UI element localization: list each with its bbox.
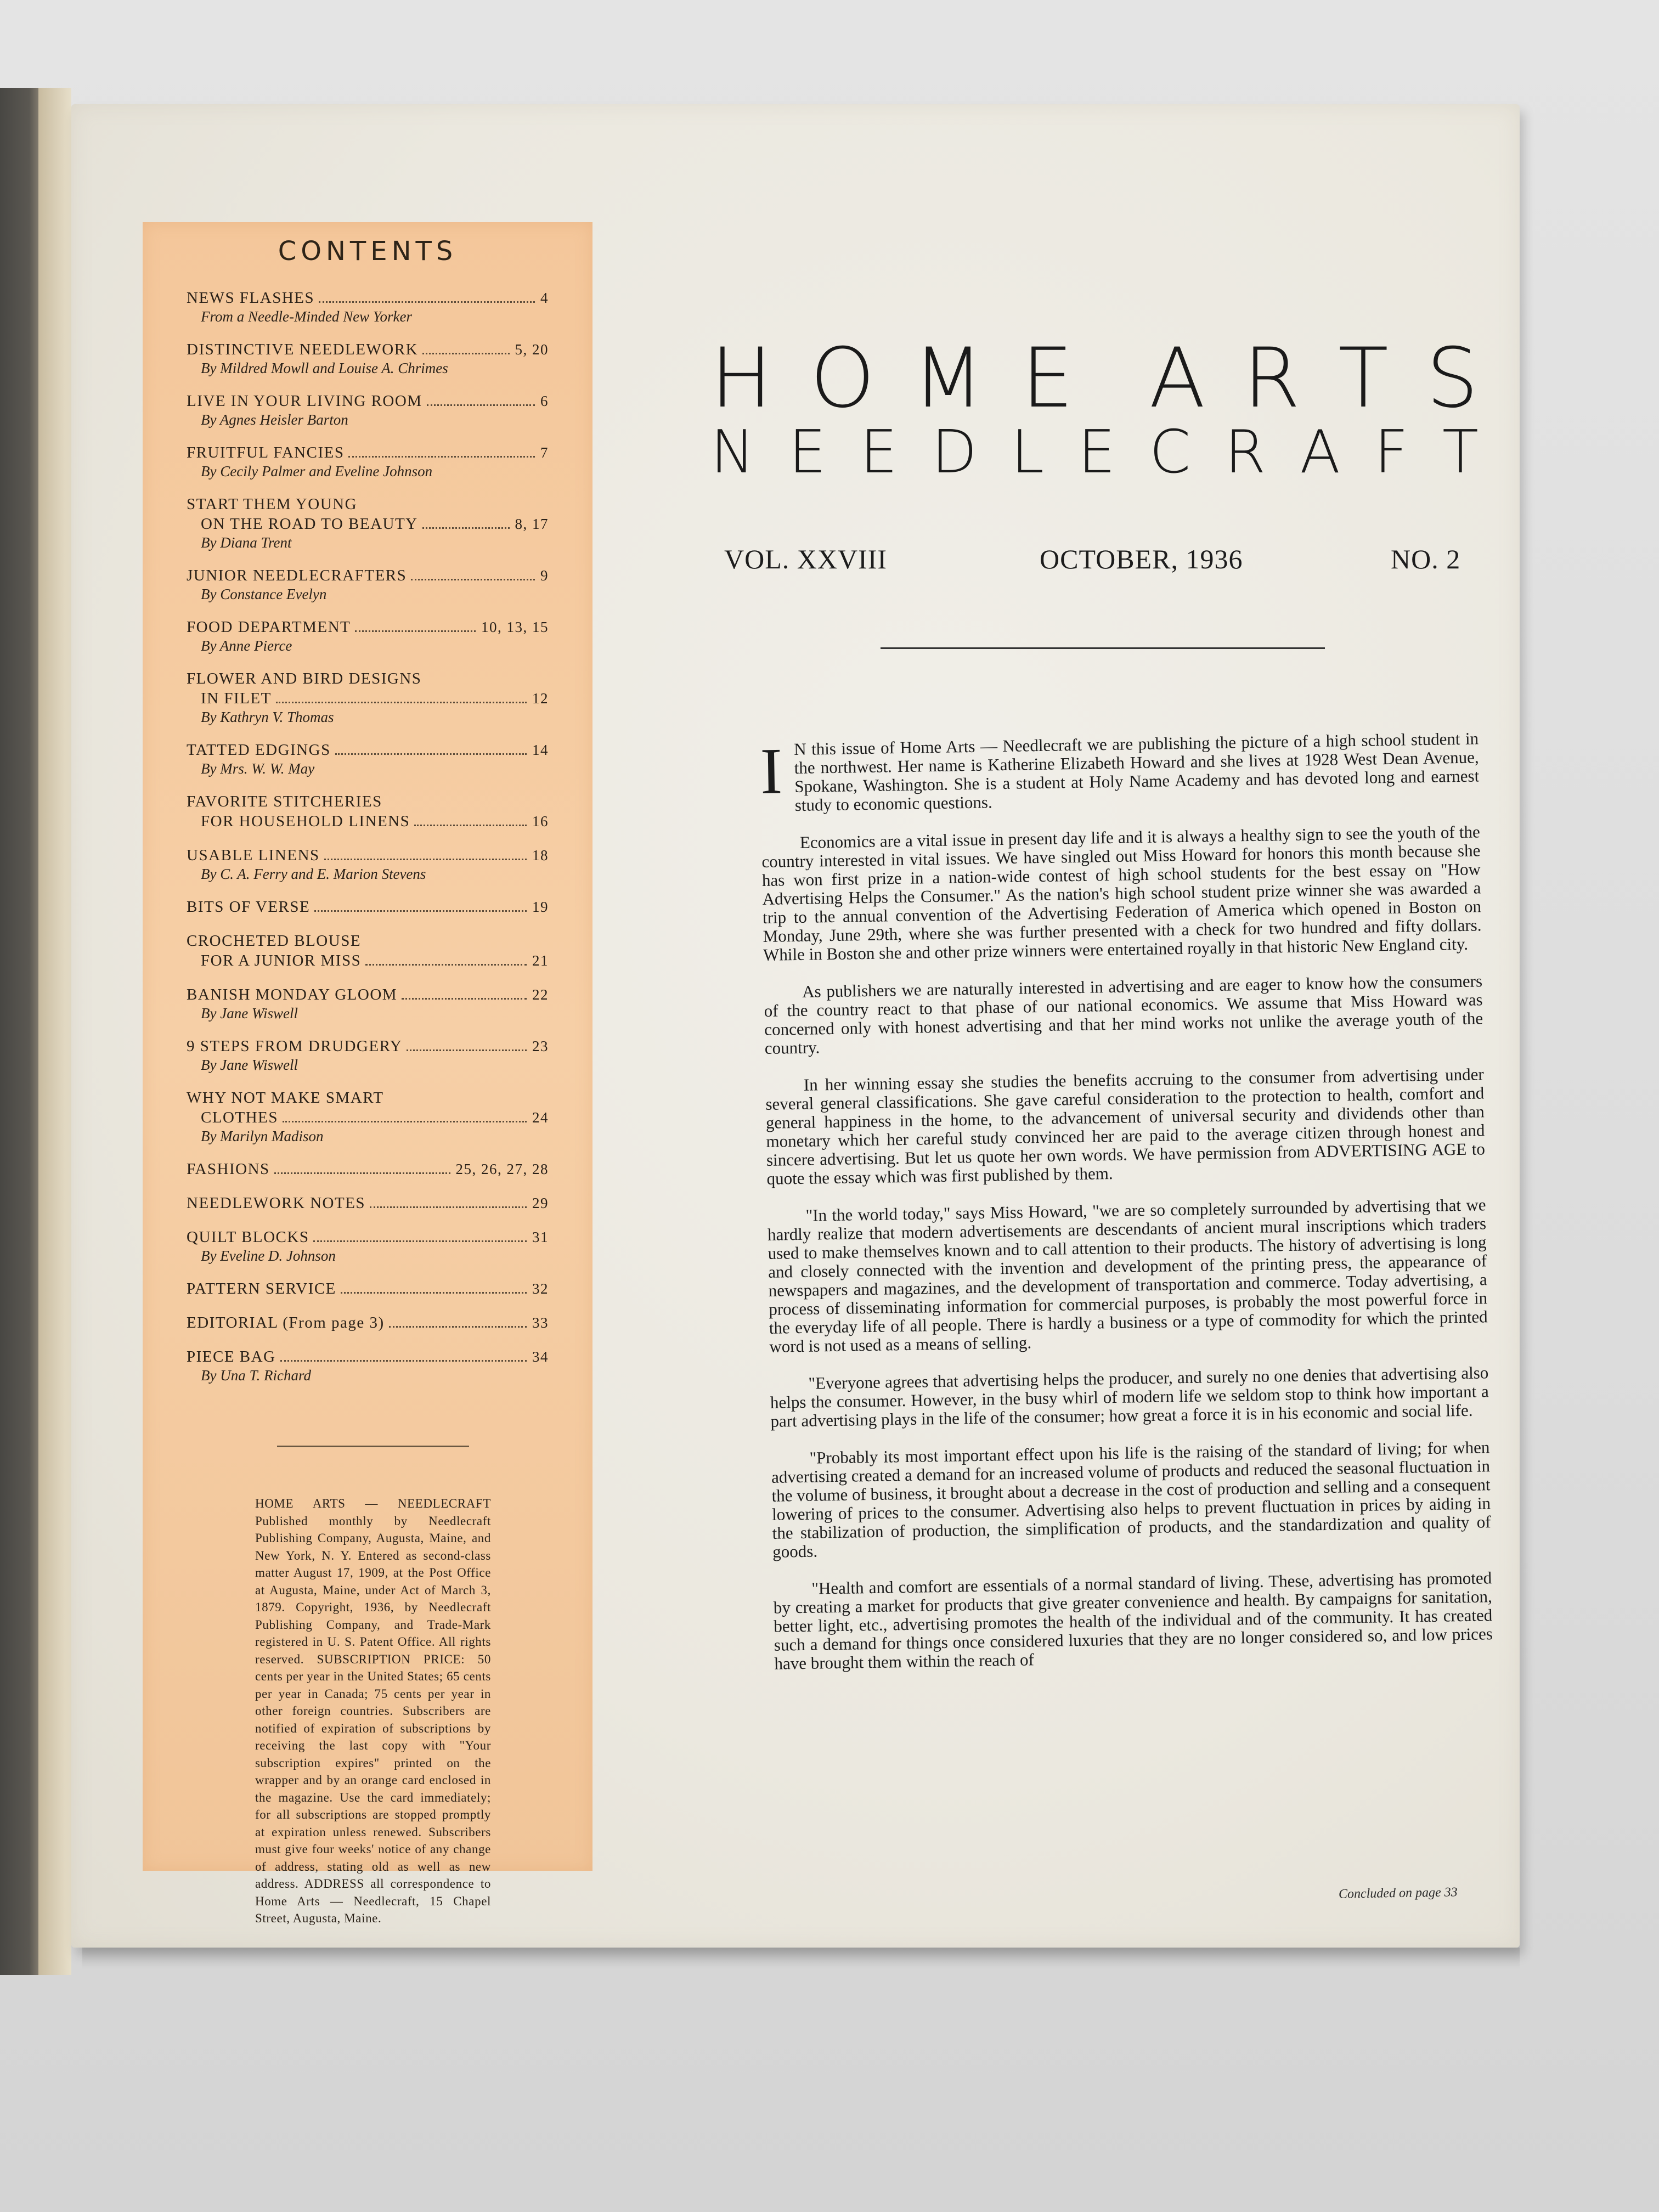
article-paragraph: "Probably its most important effect upon his life is the raising of the standard of living; for when advertising created a demand for an increased volume of products and reduced the seasonal fluctuation in the volume of business, it brought about a decrease in the cost of production and selling and a consequent lowering of prices to the consumer. Advertising also helps to prevent fluctuation in prices by aiding in the stabilization of production, the simplification of products, and the standardization and quality of goods. (771, 1437, 1491, 1561)
toc-title-line (187, 811, 549, 831)
toc-leader-dots (427, 404, 535, 406)
toc-page-number: 6 (540, 393, 549, 409)
toc-title: TATTED EDGINGS (187, 741, 331, 759)
toc-page-number: 18 (532, 847, 549, 864)
contents-divider (277, 1446, 469, 1447)
toc-entry (187, 1347, 549, 1384)
toc-author: By Anne Pierce (201, 637, 292, 654)
toc-leader-dots (422, 353, 509, 354)
toc-entry (187, 985, 549, 1022)
toc-entry (187, 1036, 549, 1074)
masthead-letter: T (1338, 331, 1389, 426)
toc-title-line (187, 443, 549, 462)
toc-leader-dots (370, 1206, 527, 1208)
toc-author: By Agnes Heisler Barton (201, 411, 348, 428)
toc-entry (187, 617, 549, 654)
toc-title-line (187, 1193, 549, 1213)
toc-author: By Jane Wiswell (201, 1005, 298, 1022)
publication-imprint: HOME ARTS — NEEDLECRAFT Published monthly by Needlecraft Publishing Company, Augusta, Maine, and New York, N. Y. Entered as second-class matter August 17, 1909, at the Post Office at Augusta, Maine, under Act of March 3, 1879. Copyright, 1936, by Needlecraft Publishing Company, and Trade-Mark registered in U. S. Patent Office. All rights reserved. SUBSCRIPTION PRICE: 50 cents per year in the United States; 65 cents per year in Canada; 75 cents per year in other foreign countries. Subscribers are notified of expiration of subscriptions by receiving the last copy with "Your subscription expires" printed on the wrapper and by an orange card enclosed in the magazine. Use the card immediately; for all subscriptions are stopped promptly at expiration unless renewed. Subscribers must give four weeks' notice of any change of address, stating old as well as new address. ADDRESS all correspondence to Home Arts — Needlecraft, 15 Chapel Street, Augusta, Maine. (255, 1497, 491, 1925)
toc-leader-dots (407, 1049, 527, 1051)
toc-title-line (187, 617, 549, 637)
toc-author: By Marilyn Madison (201, 1128, 324, 1144)
toc-title-line (187, 1347, 549, 1367)
toc-entry (187, 740, 549, 777)
toc-page-number: 33 (532, 1314, 549, 1331)
toc-leader-dots (283, 1121, 527, 1122)
toc-title-line (187, 985, 549, 1005)
masthead-letter: E (1077, 418, 1116, 487)
masthead-letter: A (1300, 418, 1341, 487)
toc-title-line (187, 1108, 549, 1127)
toc-leader-dots (274, 1172, 450, 1174)
toc-page-number: 32 (532, 1280, 549, 1297)
toc-title: CROCHETED BLOUSE (187, 932, 362, 950)
toc-title-line (187, 1279, 549, 1299)
masthead-letter: N (710, 418, 755, 487)
toc-title: START THEM YOUNG (187, 495, 358, 513)
toc-entry (187, 931, 549, 970)
article-paragraph-text: N this issue of Home Arts — Needlecraft we are publishing the picture of a high school student in the northwest. Her name is Katherine Elizabeth Howard and she lives at 1928 West Dean Avenue, Spokane, Washington. She is a student at Holy Name Academy and has devoted long and earnest study to economic questions. (793, 729, 1480, 815)
masthead-letter: F (1374, 418, 1409, 487)
toc-title-line (187, 1036, 549, 1056)
masthead-letter: E (1021, 331, 1074, 426)
toc-page-number: 21 (532, 952, 549, 969)
toc-title-line (187, 845, 549, 865)
masthead-letter: L (1011, 418, 1045, 487)
toc-title-line (187, 391, 549, 411)
toc-title: BANISH MONDAY GLOOM (187, 986, 398, 1003)
masthead-letter: M (912, 331, 984, 426)
toc-entry (187, 1279, 549, 1299)
toc-page-number: 16 (532, 813, 549, 830)
article-paragraph: "In the world today," says Miss Howard, "we are so completely surrounded by advertising that we hardly realize that modern advertisements are descendants of ancient mural inscriptions which traders used to make themselves known and to call attention to their products. The history of advertising is long and closely connected with the invention and development of the printing press, the appearance of newspapers and magazines, and the development of transportation and commerce. Today advertising, a process of disseminating information for commercial purposes, is probably the most powerful force in the everyday life of all people. There is hardly a business or a type of commodity for which the printed word is not used as a means of selling. (767, 1195, 1488, 1356)
toc-leader-dots (335, 753, 527, 755)
toc-leader-dots (389, 1326, 527, 1328)
toc-title-line (187, 1088, 549, 1108)
toc-leader-dots (341, 1292, 527, 1294)
table-of-contents (187, 288, 549, 1398)
toc-leader-dots (324, 859, 527, 860)
volume-label: VOL. XXVIII (724, 544, 888, 574)
toc-title: FASHIONS (187, 1160, 270, 1178)
toc-page-number: 29 (532, 1195, 549, 1211)
toc-entry (187, 288, 549, 325)
article-paragraph (760, 729, 1480, 815)
magazine-page (71, 104, 1520, 1948)
toc-title: ON THE ROAD TO BEAUTY (201, 515, 418, 533)
toc-leader-dots (402, 998, 527, 1000)
contents-title: CONTENTS (278, 236, 458, 267)
toc-leader-dots (365, 964, 527, 966)
toc-title: WHY NOT MAKE SMART (187, 1089, 384, 1107)
toc-leader-dots (355, 630, 476, 632)
toc-title: IN FILET (201, 690, 272, 707)
toc-entry (187, 1159, 549, 1179)
toc-page-number: 22 (532, 986, 549, 1003)
masthead-letter: T (1442, 418, 1479, 487)
toc-title-line (187, 1227, 549, 1247)
contents-sidebar (143, 222, 592, 1925)
masthead-letter: C (1149, 418, 1191, 487)
toc-author: By Mrs. W. W. May (201, 760, 315, 777)
toc-title: DISTINCTIVE NEEDLEWORK (187, 341, 419, 358)
drop-cap: I (759, 734, 783, 808)
toc-entry (187, 340, 549, 377)
toc-title: 9 STEPS FROM DRUDGERY (187, 1037, 403, 1055)
toc-author: By Una T. Richard (201, 1367, 311, 1384)
toc-entry (187, 566, 549, 603)
toc-leader-dots (313, 1240, 527, 1242)
article-paragraph: "Everyone agrees that advertising helps the producer, and surely no one denies that advertising also helps the consumer. However, in the busy whirl of modern life we seldom stop to think how important a part advertising plays in the life of the consumer; how great a force it is in his economic and social life. (770, 1363, 1489, 1431)
masthead-letter: D (931, 418, 978, 487)
toc-title: PATTERN SERVICE (187, 1280, 336, 1297)
toc-page-number: 7 (540, 444, 549, 461)
masthead-letter: R (1224, 418, 1266, 487)
toc-author: By Cecily Palmer and Eveline Johnson (201, 463, 433, 479)
toc-title-line (187, 669, 549, 689)
toc-leader-dots (414, 825, 527, 826)
toc-title-line (187, 288, 549, 308)
article-paragraph: In her winning essay she studies the benefits accruing to the consumer from advertising under several general classifications. She gave careful consideration to the protection to health, comfort and general happiness in the home, to the advancement of universal security and dividends other than monetary which her careful study convinced her are paid to the average citizen through honest and sincere advertising. But let us quote her own words. We have permission from ADVERTISING AGE to quote the essay which was first published by them. (765, 1064, 1486, 1188)
page-shadow (82, 1948, 1520, 1970)
toc-title: PIECE BAG (187, 1348, 276, 1365)
toc-title: JUNIOR NEEDLECRAFTERS (187, 567, 407, 584)
toc-title-line (187, 689, 549, 708)
toc-title: FLOWER AND BIRD DESIGNS (187, 670, 422, 687)
toc-leader-dots (422, 527, 510, 529)
toc-title: USABLE LINENS (187, 847, 320, 864)
masthead-letter: E (788, 418, 826, 487)
editorial-article (760, 729, 1493, 1691)
toc-entry (187, 792, 549, 831)
toc-author: By Constance Evelyn (201, 586, 327, 602)
toc-title: FOR A JUNIOR MISS (201, 952, 362, 969)
toc-title: NEWS FLASHES (187, 289, 315, 307)
article-paragraph: Economics are a vital issue in present day life and it is always a healthy sign to see the youth of the country interested in vital issues. We have singled out Miss Howard for honors this month because she has won first prize in a nation-wide contest of high school students for the best essay on "How Advertising Helps the Consumer." As the nation's high school student prize winner she was awarded a trip to the annual convention of the Advertising Federation of America which opened in Boston on Monday, June 29th, where she was further presented with a check for two hundred and fifty dollars. While in Boston she and other prize winners were entertained royally in that historic New England city. (761, 822, 1482, 964)
toc-title: FRUITFUL FANCIES (187, 444, 345, 461)
toc-page-number: 31 (532, 1229, 549, 1245)
toc-entry (187, 1088, 549, 1145)
issue-number: NO. 2 (1391, 544, 1461, 574)
toc-page-number: 9 (540, 567, 549, 584)
toc-title: LIVE IN YOUR LIVING ROOM (187, 392, 422, 410)
toc-title-line (187, 951, 549, 970)
toc-leader-dots (348, 456, 535, 458)
toc-entry (187, 1227, 549, 1265)
toc-entry (187, 494, 549, 551)
toc-title-line (187, 340, 549, 359)
toc-entry (187, 443, 549, 480)
toc-leader-dots (319, 301, 535, 303)
toc-author: By Kathryn V. Thomas (201, 709, 334, 725)
page-gutter (38, 88, 71, 1975)
toc-page-number: 24 (532, 1109, 549, 1126)
toc-leader-dots (280, 1360, 527, 1362)
toc-title-line (187, 792, 549, 811)
toc-page-number: 12 (532, 690, 549, 707)
toc-title: QUILT BLOCKS (187, 1228, 309, 1246)
masthead-letter: E (860, 418, 898, 487)
toc-title-line (187, 740, 549, 760)
toc-leader-dots (411, 579, 535, 580)
toc-author: By C. A. Ferry and E. Marion Stevens (201, 866, 426, 882)
toc-title-line (187, 1159, 549, 1179)
toc-page-number: 4 (540, 290, 549, 306)
toc-title-line (187, 494, 549, 514)
masthead-letter: A (1149, 331, 1206, 426)
toc-page-number: 14 (532, 742, 549, 758)
toc-author: By Jane Wiswell (201, 1057, 298, 1073)
toc-entry (187, 669, 549, 726)
toc-author: By Mildred Mowll and Louise A. Chrimes (201, 360, 448, 376)
toc-title: EDITORIAL (From page 3) (187, 1314, 385, 1331)
toc-title-line (187, 514, 549, 534)
facing-page-edge (0, 88, 71, 1975)
toc-entry (187, 1313, 549, 1333)
toc-author: By Diana Trent (201, 534, 292, 551)
toc-title-line (187, 1313, 549, 1333)
toc-page-number: 23 (532, 1038, 549, 1054)
toc-title: CLOTHES (201, 1109, 278, 1126)
toc-author: From a Needle-Minded New Yorker (201, 308, 412, 325)
toc-title: BITS OF VERSE (187, 898, 311, 916)
toc-title: NEEDLEWORK NOTES (187, 1194, 366, 1212)
issue-date: OCTOBER, 1936 (1040, 544, 1243, 574)
toc-entry (187, 897, 549, 917)
continued-note: Concluded on page 33 (1338, 1885, 1458, 1901)
toc-entry (187, 845, 549, 883)
toc-page-number: 5, 20 (515, 341, 549, 358)
toc-entry (187, 391, 549, 428)
toc-title-line (187, 566, 549, 585)
masthead-letter: H (710, 331, 772, 426)
toc-title: FAVORITE STITCHERIES (187, 793, 382, 810)
masthead-needlecraft (710, 420, 1479, 486)
toc-page-number: 19 (532, 899, 549, 915)
toc-title-line (187, 897, 549, 917)
masthead-letter: O (810, 331, 875, 426)
article-paragraph: "Health and comfort are essentials of a normal standard of living. These, advertising has promoted by creating a market for products that give greater convenience and health. By campaigns for sanitation, better light, etc., advertising promotes the health of the individual and of the community. It has created such a demand for things once considered luxuries that they are no longer considered so, and low prices have brought them within the reach of (773, 1568, 1493, 1673)
masthead-rule (881, 647, 1325, 649)
toc-page-number: 8, 17 (515, 516, 549, 532)
toc-title: FOR HOUSEHOLD LINENS (201, 812, 410, 830)
toc-leader-dots (276, 702, 527, 703)
toc-page-number: 34 (532, 1348, 549, 1365)
toc-page-number: 10, 13, 15 (481, 619, 549, 635)
toc-title-line (187, 931, 549, 951)
toc-author: By Eveline D. Johnson (201, 1248, 336, 1264)
masthead-letter: S (1426, 331, 1479, 426)
masthead-letter: R (1243, 331, 1301, 426)
toc-leader-dots (314, 910, 527, 912)
masthead-home-arts (710, 331, 1479, 426)
article-paragraph: As publishers we are naturally interested in advertising and are eager to know how the consumers of the country react to that phase of our national economics. We assume that Miss Howard was concerned only with honest advertising and that her mind works not unlike the average youth of the country. (764, 971, 1483, 1058)
toc-title: FOOD DEPARTMENT (187, 618, 351, 636)
toc-page-number: 25, 26, 27, 28 (455, 1161, 549, 1177)
toc-entry (187, 1193, 549, 1213)
